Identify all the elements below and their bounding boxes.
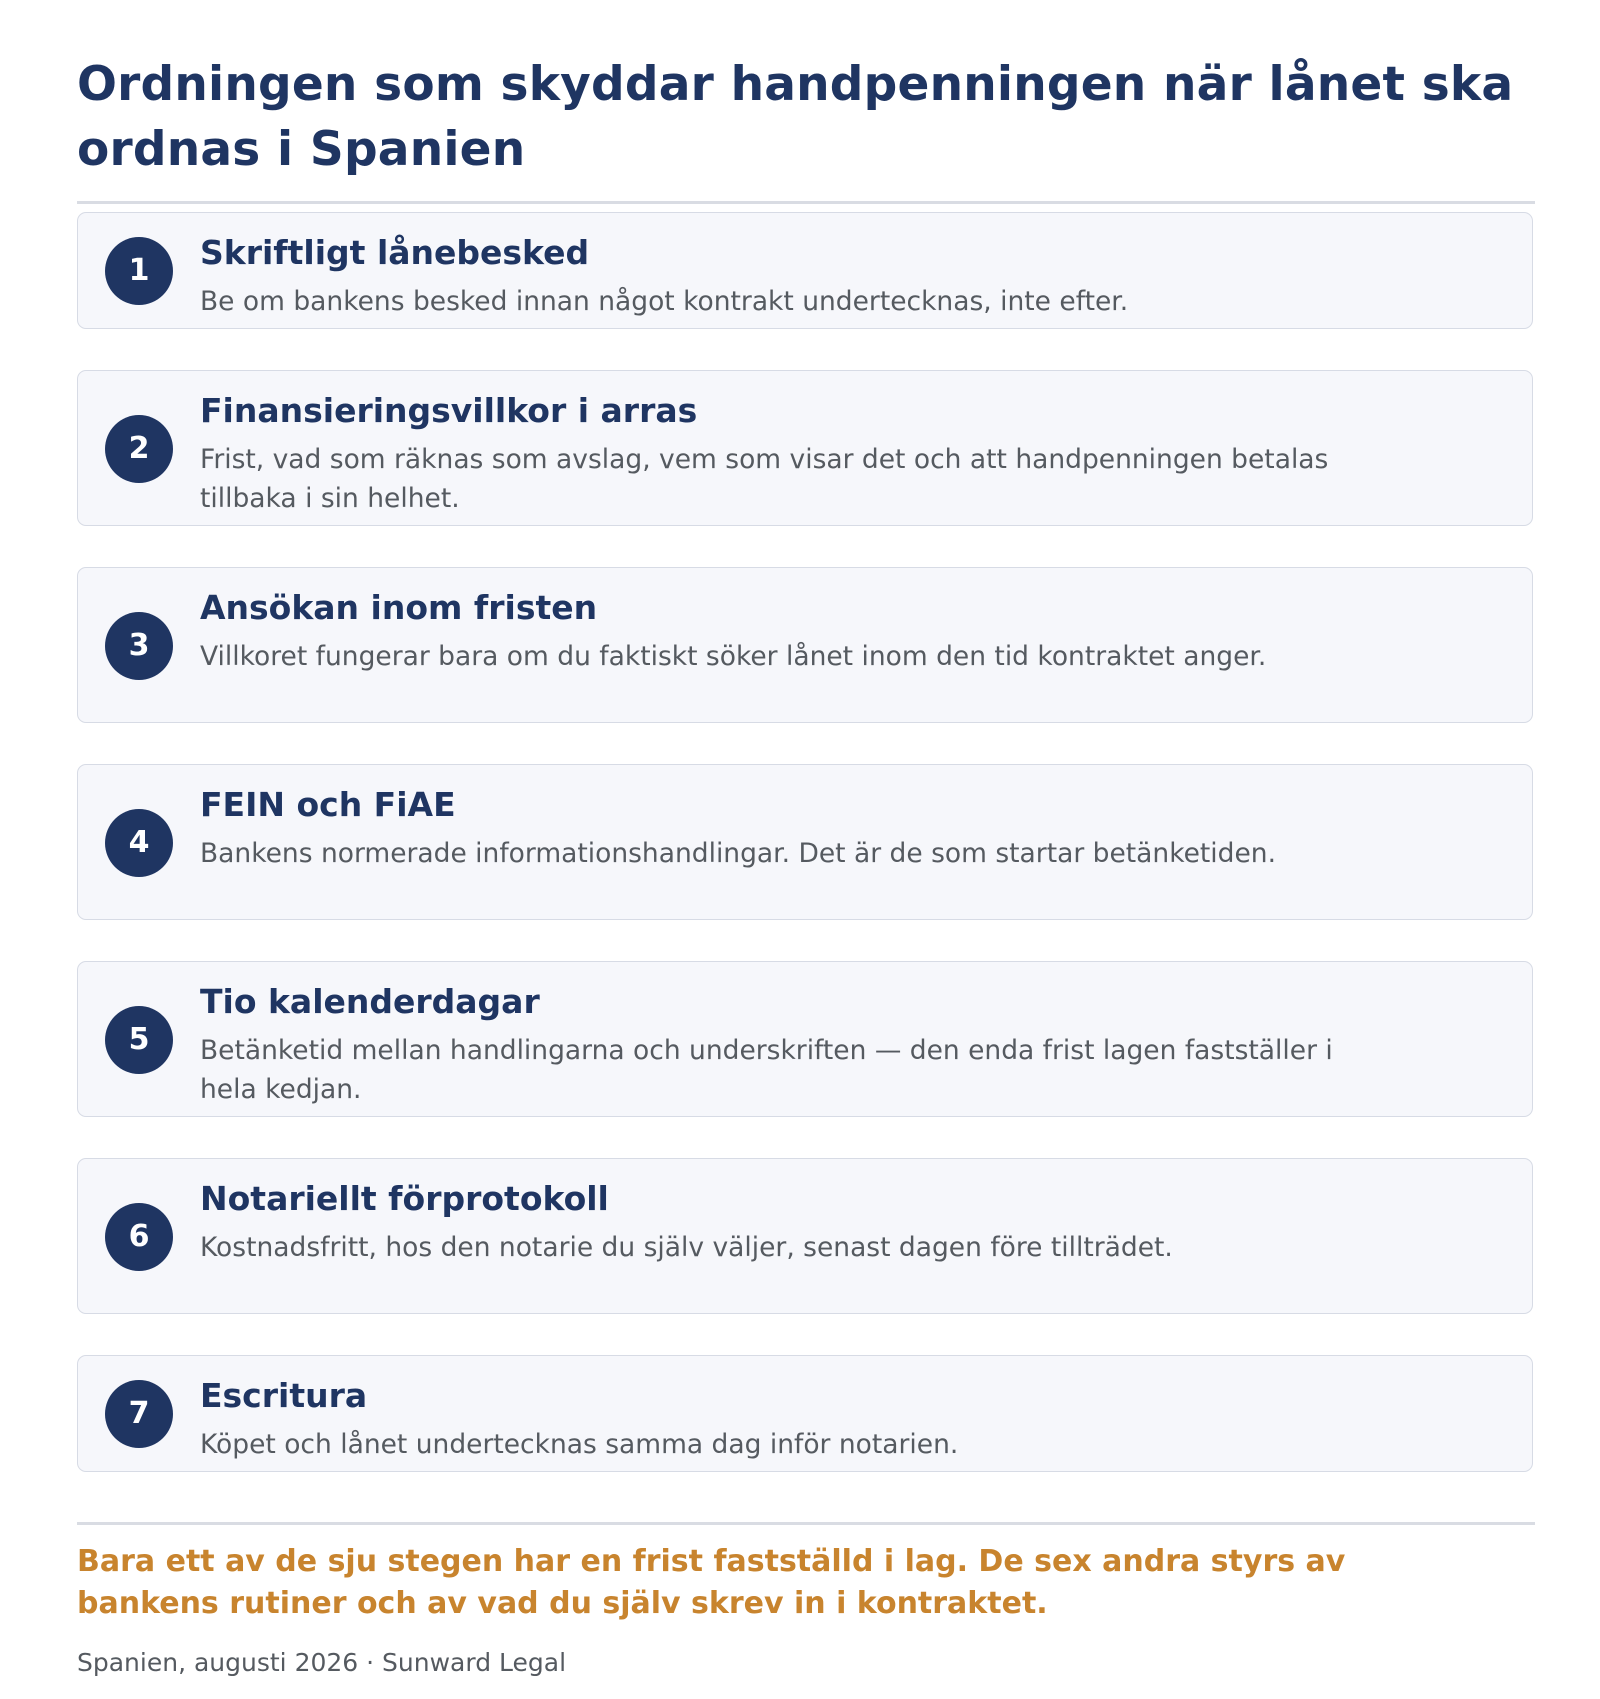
step-description: Frist, vad som räknas som avslag, vem som visar det och att handpenningen betalas tillbaka i sin helhet. — [200, 444, 1329, 514]
step-number-badge: 5 — [105, 1006, 173, 1074]
step-description: Bankens normerade informationshandlingar. Det är de som startar betänketiden. — [200, 838, 1276, 869]
step-number-badge: 6 — [105, 1203, 173, 1271]
summary-note: Bara ett av de sju stegen har en frist fastställd i lag. De sex andra styrs av bankens rutiner och av vad du själv skrev in i kontraktet. — [77, 1544, 1346, 1621]
bottom-divider — [77, 1522, 1535, 1525]
page-title: Ordningen som skyddar handpenningen när lånet ska ordnas i Spanien — [77, 57, 1514, 177]
step-card-3 — [77, 567, 1533, 723]
steps-list — [77, 0, 1535, 1500]
step-description: Be om bankens besked innan något kontrakt undertecknas, inte efter. — [200, 286, 1129, 317]
step-description: Villkoret fungerar bara om du faktiskt söker lånet inom den tid kontraktet anger. — [200, 641, 1267, 672]
step-title: Escritura — [200, 1376, 368, 1415]
step-title: Skriftligt lånebesked — [200, 233, 590, 272]
step-title: FEIN och FiAE — [200, 785, 456, 824]
step-number-badge: 7 — [105, 1380, 173, 1448]
step-description: Betänketid mellan handlingarna och underskriften — den enda frist lagen fastställer i hela kedjan. — [200, 1035, 1333, 1105]
step-number-badge: 4 — [105, 809, 173, 877]
step-title: Finansieringsvillkor i arras — [200, 391, 698, 430]
step-card-5 — [77, 961, 1533, 1117]
step-number-badge: 3 — [105, 612, 173, 680]
step-card-6 — [77, 1158, 1533, 1314]
step-number-badge: 1 — [105, 237, 173, 305]
byline: Spanien, augusti 2026 · Sunward Legal — [77, 1648, 567, 1677]
step-description: Köpet och lånet undertecknas samma dag inför notarien. — [200, 1429, 959, 1460]
step-number-badge: 2 — [105, 415, 173, 483]
step-card-1 — [77, 212, 1533, 329]
step-description: Kostnadsfritt, hos den notarie du själv väljer, senast dagen före tillträdet. — [200, 1232, 1173, 1263]
step-title: Notariellt förprotokoll — [200, 1179, 609, 1218]
step-card-4 — [77, 764, 1533, 920]
step-title: Tio kalenderdagar — [200, 982, 540, 1021]
step-card-2 — [77, 370, 1533, 526]
step-card-7 — [77, 1355, 1533, 1472]
step-title: Ansökan inom fristen — [200, 588, 598, 627]
